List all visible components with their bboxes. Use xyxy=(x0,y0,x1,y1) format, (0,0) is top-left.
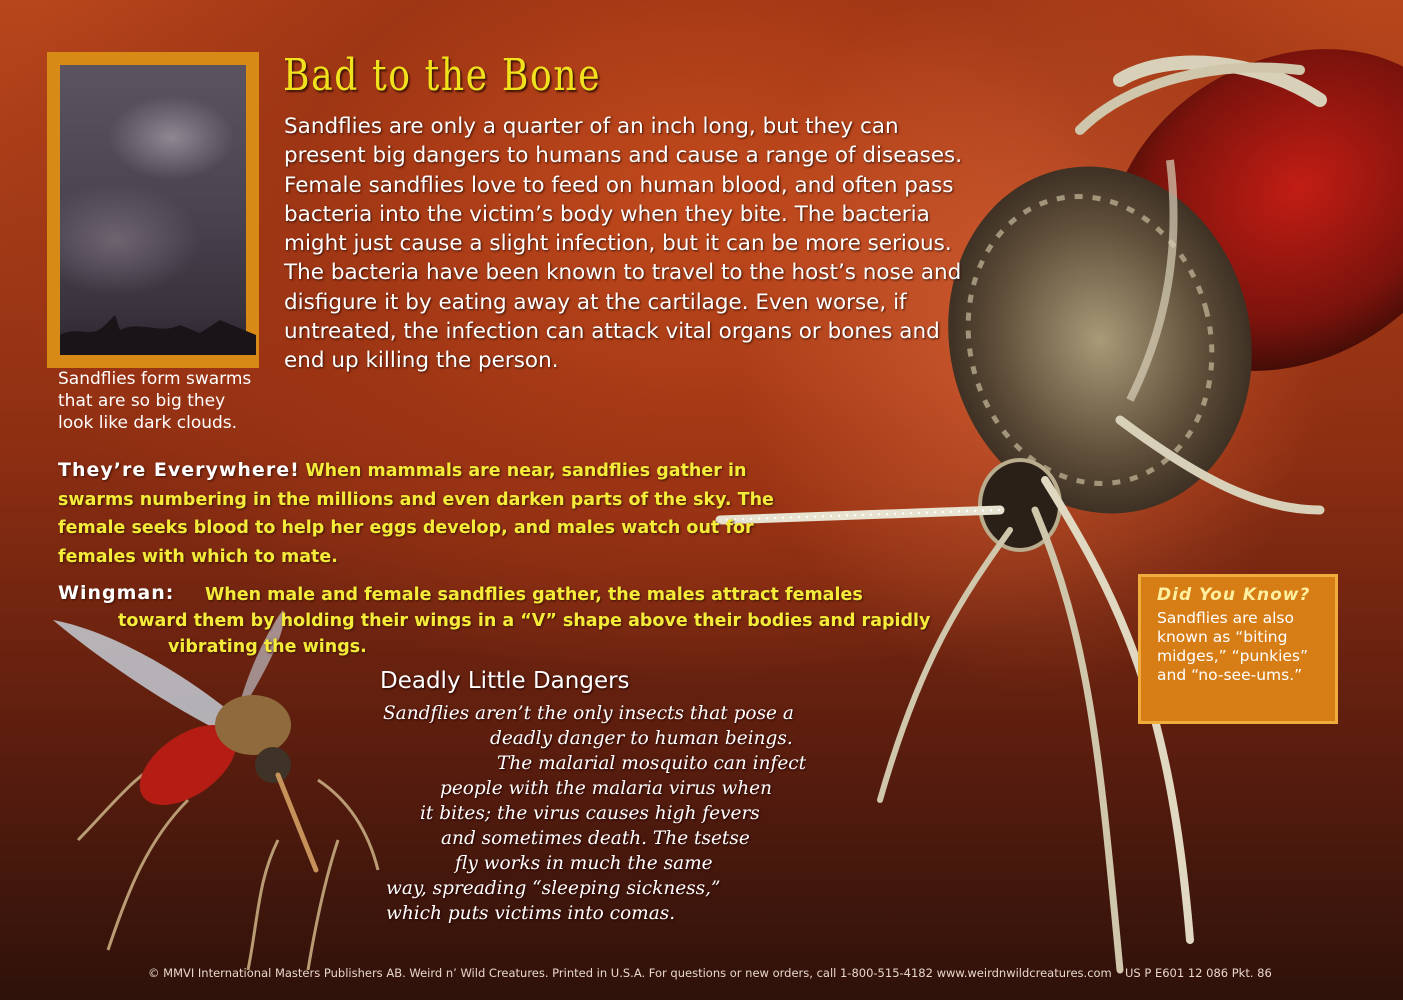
swarm-photo xyxy=(47,52,259,368)
page-title: Bad to the Bone xyxy=(283,50,602,101)
deadly-line: and sometimes death. The tsetse xyxy=(441,828,750,849)
everywhere-section xyxy=(58,456,778,571)
deadly-title: Deadly Little Dangers xyxy=(380,668,630,694)
wingman-text-2: toward them by holding their wings in a “V” shape above their bodies and rapidly xyxy=(118,611,931,631)
mosquito-illustration xyxy=(48,610,418,970)
deadly-line: way, spreading “sleeping sickness,” xyxy=(386,878,721,899)
everywhere-heading: They’re Everywhere! xyxy=(58,459,300,481)
did-you-know-title: Did You Know? xyxy=(1157,585,1311,605)
deadly-line: it bites; the virus causes high fevers xyxy=(420,803,760,824)
did-you-know-text: Sandflies are also known as “biting midges,” “punkies” and “no-see-ums.” xyxy=(1157,609,1309,684)
deadly-line: Sandflies aren’t the only insects that pose a xyxy=(383,703,794,724)
deadly-line: which puts victims into comas. xyxy=(386,903,676,924)
intro-paragraph: Sandflies are only a quarter of an inch long, but they can present big dangers to humans and cause a range of diseases. Female sandflies love to feed on human blood, and often pass bacteria into the victim’s body when they bite. The bacteria might just cause a slight infection, but it can be more serious. The bacteria have been known to travel to the host’s nose and disfigure it by eating away at the cartilage. Even worse, if untreated, the infection can attack vital organs or bones and end up killing the person. xyxy=(284,114,963,374)
wingman-text-1: When male and female sandflies gather, the males attract females xyxy=(205,585,863,605)
did-you-know-box xyxy=(1138,574,1338,724)
photo-caption: Sandflies form swarms that are so big they look like dark clouds. xyxy=(58,369,252,433)
wingman-text-3: vibrating the wings. xyxy=(168,637,367,657)
product-code: US P E601 12 086 Pkt. 86 xyxy=(1125,966,1272,980)
everywhere-text: When mammals are near, sandflies gather in swarms numbering in the millions and even darken parts of the sky. The female seeks blood to help her eggs develop, and males watch out for females with which to mate. xyxy=(58,461,774,567)
deadly-line: The malarial mosquito can infect xyxy=(497,753,807,774)
footer-text: © MMVI International Masters Publishers AB. Weird n’ Wild Creatures. Printed in U.S.A. For questions or new orders, call 1-800-515-4182 www.weirdnwildcreatures.com xyxy=(148,966,1112,980)
deadly-line: fly works in much the same xyxy=(455,853,713,874)
deadly-line: deadly danger to human beings. xyxy=(490,728,793,749)
wingman-heading: Wingman: xyxy=(58,582,175,604)
deadly-line: people with the malaria virus when xyxy=(440,778,772,799)
